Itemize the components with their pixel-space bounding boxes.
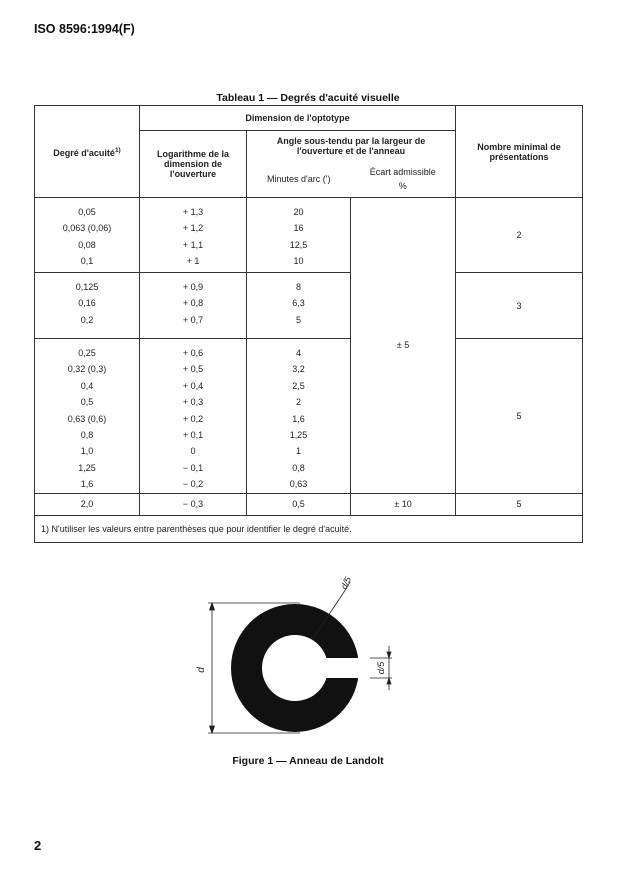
header-log: Logarithme de la dimension de l'ouverture (140, 131, 247, 198)
last-row-minutes: 0,5 (247, 493, 351, 515)
table-cell: 12,5 (289, 239, 308, 250)
header-degree-label: Degré d'acuité (53, 147, 115, 158)
last-row-presentations: 5 (456, 493, 583, 515)
tolerance-shared: ± 5 (351, 198, 456, 494)
table-cell: + 1,3 (182, 207, 204, 217)
header-dimension-group: Dimension de l'optotype (140, 106, 456, 131)
table-cell: 0 (190, 446, 196, 457)
landolt-ring (231, 604, 359, 732)
table-cell: 16 (293, 223, 304, 234)
header-angle-group: Angle sous-tendu par la largeur de l'ouverture et de l'anneau (247, 131, 456, 161)
table-cell: 1,6 (80, 479, 94, 490)
table-cell: 0,8 (292, 462, 305, 473)
group-3-presentations: 5 (456, 339, 583, 494)
table-cell: 0,2 (80, 314, 94, 325)
table-cell: 10 (293, 256, 304, 267)
table-cell: 0,08 (78, 239, 96, 250)
page-number: 2 (34, 838, 42, 853)
table-cell: + 0,6 (182, 348, 204, 358)
table-cell: + 1,2 (182, 223, 204, 234)
table-cell: + 0,8 (182, 298, 204, 309)
table-cell: 0,1 (80, 256, 94, 267)
table-title: Tableau 1 — Degrés d'acuité visuelle (216, 92, 400, 104)
table-cell: + 0,1 (182, 429, 204, 440)
table-cell: 1,25 (289, 429, 308, 440)
header-degree-note: 1) (114, 146, 121, 154)
last-row-tolerance: ± 10 (351, 493, 456, 515)
group-2-presentations: 3 (456, 273, 583, 339)
last-row-log: − 0,3 (140, 493, 247, 515)
table-cell: 0,5 (80, 397, 94, 408)
table-cell: 0,25 (78, 348, 96, 358)
table-cell: 4 (295, 348, 301, 358)
table-cell: 0,32 (0,3) (67, 364, 107, 375)
table-cell: 0,8 (80, 429, 94, 440)
table-cell: 1,0 (80, 446, 94, 457)
table-cell: + 0,5 (182, 364, 204, 375)
table-cell: 6,3 (292, 298, 305, 309)
table-cell: + 0,7 (182, 314, 204, 325)
table-cell: + 0,9 (182, 282, 204, 292)
document-header: ISO 8596:1994(F) (34, 22, 135, 36)
header-minutes-label: Minutes d'arc (') (267, 173, 331, 184)
table-cell: 20 (293, 207, 304, 217)
header-min-presentations: Nombre minimal de présentations (456, 106, 583, 198)
table-cell: + 0,3 (182, 397, 204, 408)
table-cell: 3,2 (292, 364, 305, 375)
table-cell: 0,125 (75, 282, 99, 292)
table-cell: 1 (295, 446, 301, 457)
label-d: d (196, 667, 207, 673)
table-cell: + 0,2 (182, 413, 204, 424)
header-tolerance-label: Écart admissible (369, 166, 436, 177)
table-cell: 2 (295, 397, 301, 408)
table-cell: − 0,1 (182, 462, 204, 473)
table-cell: 0,063 (0,06) (62, 223, 112, 234)
table-cell: 0,16 (78, 298, 96, 309)
last-row-degree: 2,0 (35, 493, 140, 515)
table-cell: 0,63 (289, 479, 308, 490)
table-cell: + 0,4 (182, 380, 204, 391)
group-1-presentations: 2 (456, 198, 583, 273)
label-d5-top: d/5 (338, 575, 354, 591)
table-cell: 2,5 (292, 380, 305, 391)
table-footnote: 1) N'utiliser les valeurs entre parenthèses que pour identifier le degré d'acuité. (35, 515, 583, 542)
table-cell: 8 (295, 282, 301, 292)
table-cell: 1,6 (292, 413, 305, 424)
table-cell: − 0,2 (182, 479, 204, 490)
header-tolerance-unit: % (398, 180, 407, 191)
figure-title: Figure 1 — Anneau de Landolt (232, 755, 384, 767)
table-cell: 0,05 (78, 207, 96, 217)
table-cell: + 1 (186, 256, 200, 267)
table-cell: + 1,1 (182, 239, 204, 250)
table-cell: 0,63 (0,6) (67, 413, 107, 424)
table-cell: 1,25 (78, 462, 96, 473)
label-d5-gap: d/5 (376, 661, 386, 675)
table-cell: 0,4 (80, 380, 94, 391)
table-cell: 5 (295, 314, 301, 325)
